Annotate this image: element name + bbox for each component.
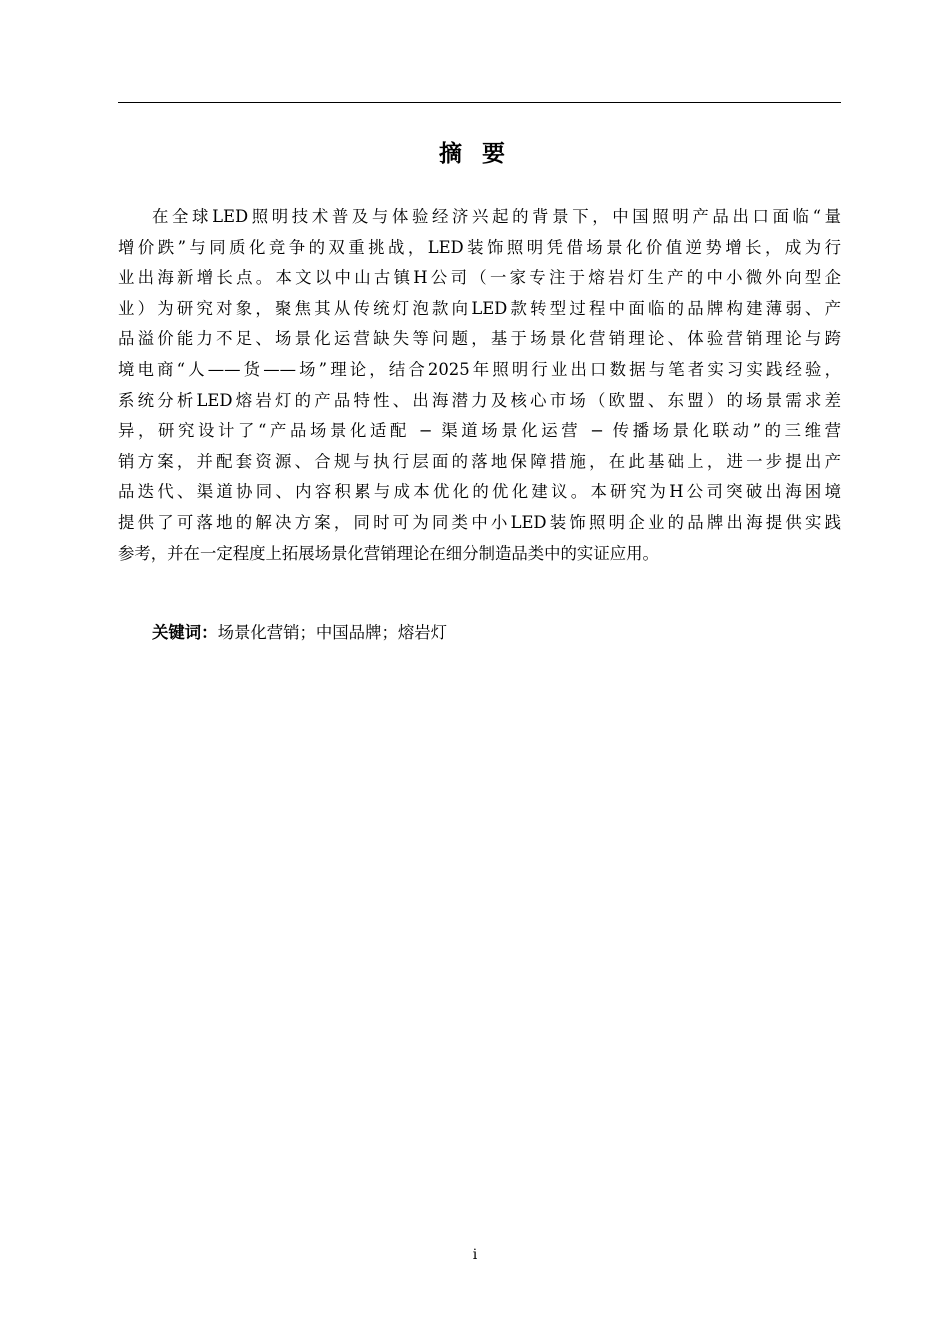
abstract-line: 在全球LED照明技术普及与体验经济兴起的背景下，中国照明产品出口面临“量 [152, 207, 841, 226]
abstract-line: 品溢价能力不足、场景化运营缺失等问题，基于场景化营销理论、体验营销理论与跨 [118, 329, 841, 349]
abstract-body [118, 202, 841, 569]
abstract-line: 异，研究设计了“产品场景化适配 − 渠道场景化运营 − 传播场景化联动”的三维营 [118, 421, 841, 441]
keywords-value: 场景化营销；中国品牌；熔岩灯 [217, 623, 448, 642]
abstract-line: 增价跌”与同质化竞争的双重挑战，LED装饰照明凭借场景化价值逆势增长，成为行 [118, 237, 841, 257]
abstract-line: 参考，并在一定程度上拓展场景化营销理论在细分制造品类中的实证应用。 [118, 543, 659, 563]
abstract-line: 销方案，并配套资源、合规与执行层面的落地保障措施，在此基础上，进一步提出产 [118, 451, 841, 471]
abstract-line: 境电商“人——货——场”理论，结合2025年照明行业出口数据与笔者实习实践经验， [118, 359, 841, 379]
page-title: 摘 要 [438, 140, 511, 167]
abstract-line: 业）为研究对象，聚焦其从传统灯泡款向LED款转型过程中面临的品牌构建薄弱、产 [118, 298, 841, 318]
keywords [152, 618, 447, 648]
keywords-label: 关键词： [152, 623, 218, 642]
abstract-line: 系统分析LED熔岩灯的产品特性、出海潜力及核心市场（欧盟、东盟）的场景需求差 [118, 390, 841, 410]
abstract-line: 提供了可落地的解决方案，同时可为同类中小LED装饰照明企业的品牌出海提供实践 [118, 512, 841, 532]
page-number: i [472, 1247, 478, 1263]
header-rule [118, 102, 841, 103]
abstract-line: 业出海新增长点。本文以中山古镇H公司（一家专注于熔岩灯生产的中小微外向型企 [118, 268, 841, 288]
abstract-line: 品迭代、渠道协同、内容积累与成本优化的优化建议。本研究为H公司突破出海困境 [118, 482, 841, 502]
